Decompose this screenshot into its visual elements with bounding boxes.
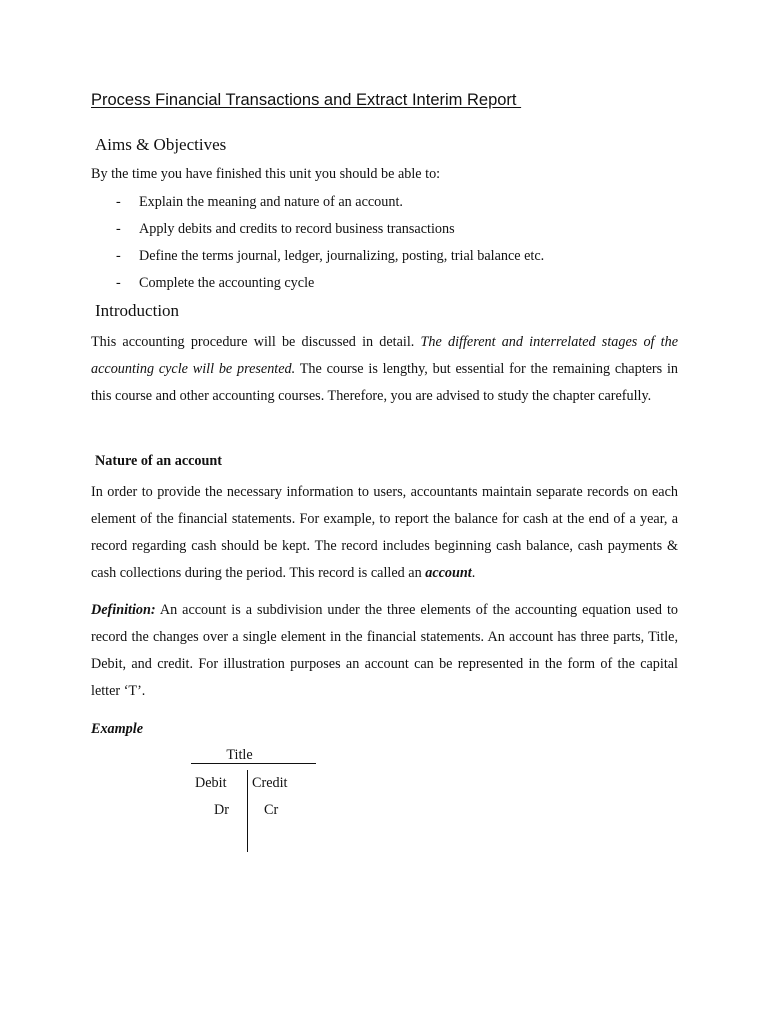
bullet-marker: - — [116, 194, 121, 210]
objective-text: Apply debits and credits to record business transactions — [139, 221, 455, 237]
objective-text: Define the terms journal, ledger, journalizing, posting, trial balance etc. — [139, 248, 545, 264]
intro-text-start: This accounting procedure will be discussed in detail. — [91, 334, 421, 350]
t-account-title-text: Title — [226, 747, 253, 763]
nature-paragraph — [91, 479, 678, 587]
t-account-divider — [247, 770, 248, 852]
nature-heading: Nature of an account — [95, 453, 223, 469]
t-account-credit-header: Credit — [252, 775, 288, 791]
nature-text: In order to provide the necessary information to users, accountants maintain separate records on each element of the financial statements. For example, to report the balance for cash at the end of a year, a record regarding cash should be kept. The record includes beginning cash balance, cash payments & cash collections during the period. This record is called an — [91, 484, 678, 581]
intro-text-italic: The different and interrelated stages of the accounting cycle will be presented. — [91, 334, 678, 377]
introduction-paragraph — [91, 329, 678, 410]
definition-label: Definition: — [91, 602, 156, 618]
aims-heading: Aims & Objectives — [95, 135, 227, 154]
bullet-marker: - — [116, 248, 121, 264]
t-account-cr-label: Cr — [264, 802, 279, 818]
objective-text: Complete the accounting cycle — [139, 275, 315, 291]
objective-text: Explain the meaning and nature of an account. — [139, 194, 403, 210]
example-label: Example — [91, 721, 144, 737]
introduction-heading: Introduction — [95, 301, 180, 320]
t-account-title — [191, 748, 316, 764]
nature-text-end: . — [471, 565, 476, 581]
intro-text-end: The course is lengthy, but essential for the remaining chapters in this course and other accounting courses. Therefore, you are advised to study the chapter carefully. — [91, 361, 678, 404]
account-emphasis: account — [425, 565, 472, 581]
t-account-debit-header: Debit — [195, 775, 227, 791]
t-account-dr-label: Dr — [214, 802, 229, 818]
bullet-marker: - — [116, 275, 121, 291]
definition-paragraph — [91, 597, 678, 705]
definition-text: An account is a subdivision under the three elements of the accounting equation used to record the changes over a single element in the financial statements. An account has three parts, Title, Debit, and credit. For illustration purposes an account can be represented in the form of the capital letter ‘T’. — [91, 602, 678, 699]
bullet-marker: - — [116, 221, 121, 237]
aims-lead: By the time you have finished this unit you should be able to: — [91, 166, 441, 182]
page-title: Process Financial Transactions and Extract Interim Report — [91, 91, 522, 109]
